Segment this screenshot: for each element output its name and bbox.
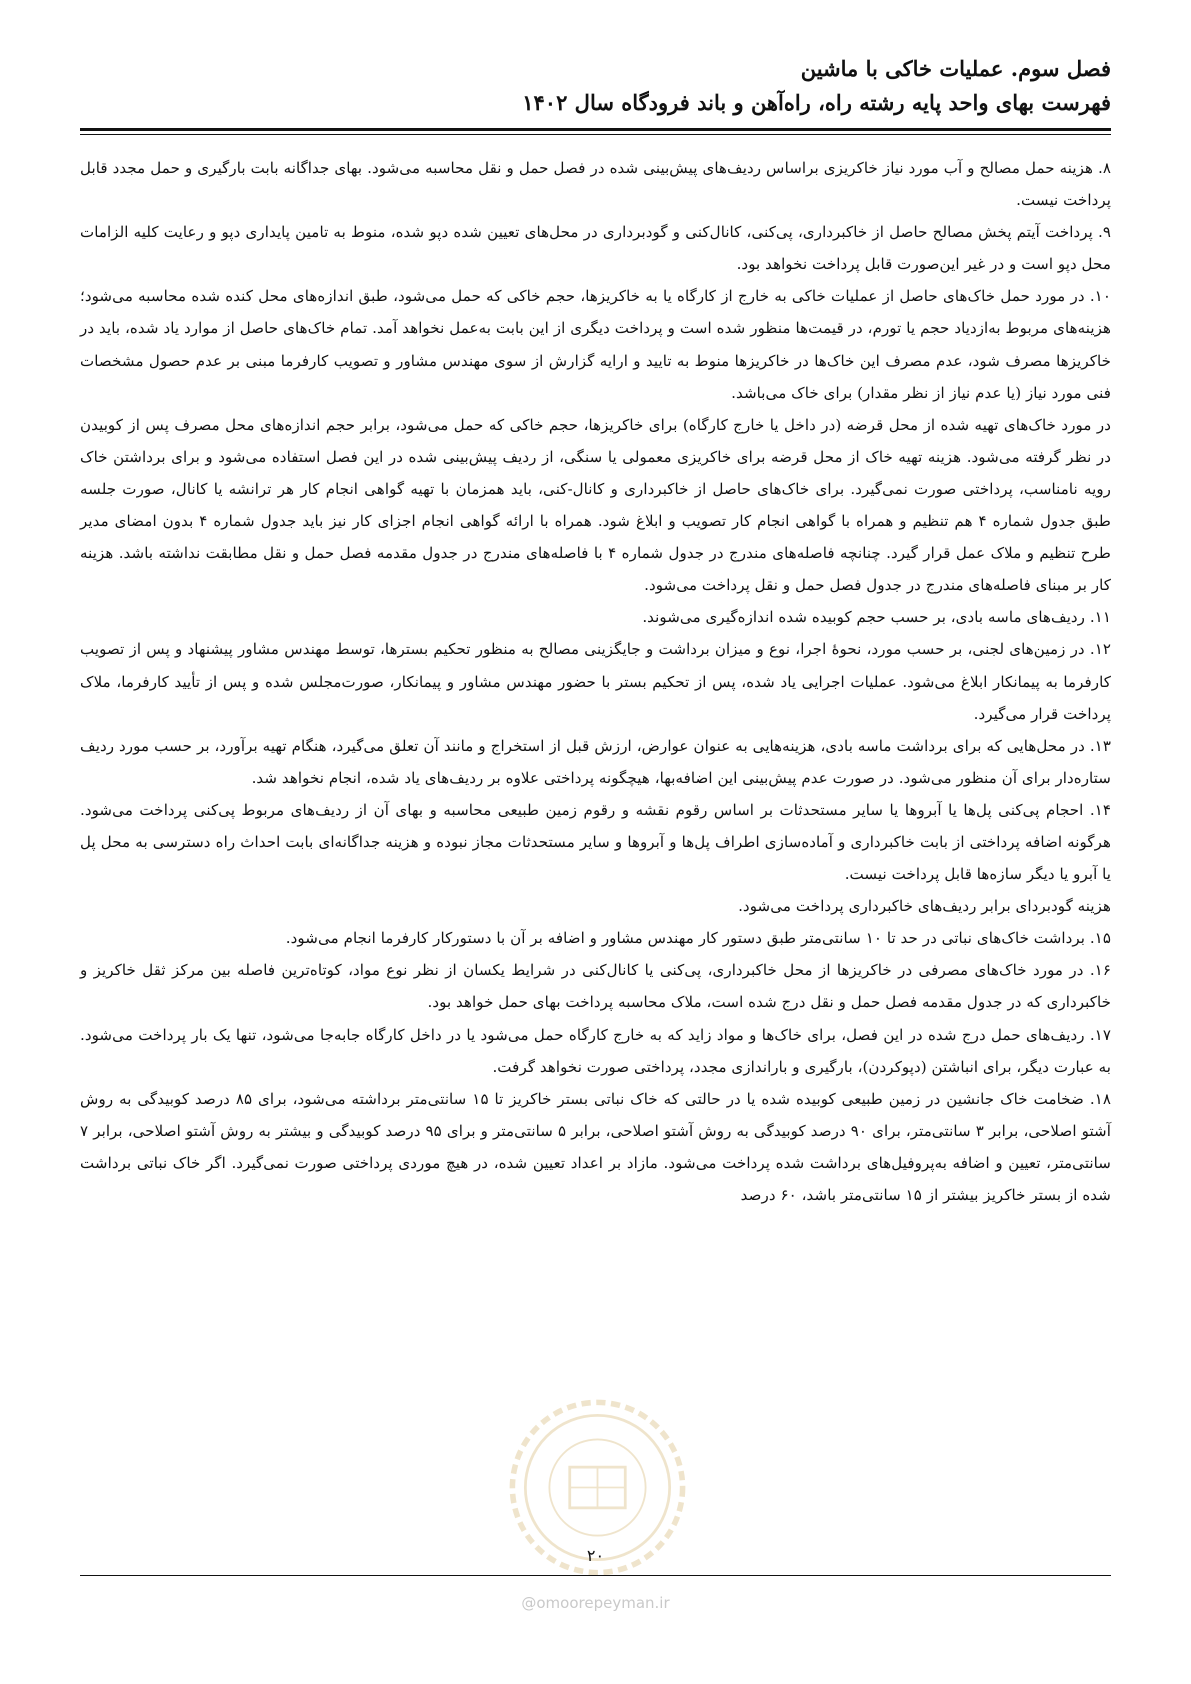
paragraph-14: ۱۴. احجام پی‌کنی پل‌ها یا آبروها یا سایر مستحدثات بر اساس رقوم نقشه و رقوم زمین طبیعی محاسبه و بهای آن از ردیف‌های مربوط پی‌کنی پرداخت می‌شود. هرگونه اضافه پرداختی از بابت خاکبرداری و آماده‌سازی اطراف پل‌ها و آبروها و سایر مستحدثات مجاز نبوده و هزینه جداگانه‌ای بابت احداث راه دسترسی به محل پل یا آبرو یا دیگر سازه‌ها قابل پرداخت نیست.	[80, 800, 1111, 884]
page-header	[80, 52, 1111, 120]
document-title: فهرست بهای واحد پایه رشته راه، راه‌آهن و باند فرودگاه سال ۱۴۰۲	[522, 90, 1111, 115]
paragraph-10-continued: در مورد خاک‌های تهیه شده از محل قرضه (در داخل یا خارج کارگاه) برای خاکریزها، حجم خاکی که حمل می‌شود، برابر حجم اندازه‌های محل مصرف پس از کوبیدن در نظر گرفته می‌شود. هزینه تهیه خاک از محل قرضه برای خاکریزی معمولی یا سنگی، از ردیف پیش‌بینی شده در این فصل استفاده می‌شود و برای برداشتن خاک رویه نامناسب، پرداختی صورت نمی‌گیرد. برای خاک‌های حاصل از خاکبرداری و کانال-کنی، باید همزمان با تهیه گواهی انجام کار هر ترانشه یا کانال، صورت جلسه طبق جدول شماره ۴ هم تنظیم و همراه با گواهی انجام کار تصویب و ابلاغ شود. همراه با ارائه گواهی انجام اجزای کار نیز باید جدول شماره ۴ بدون امضای مدیر طرح تنظیم و ملاک عمل قرار گیرد. چنانچه فاصله‌های مندرج در جدول شماره ۴ با فاصله‌های مندرج در جدول مقدمه فصل حمل و نقل مطابقت نداشته باشد. هزینه کار بر مبنای فاصله‌های مندرج در جدول فصل حمل و نقل پرداخت می‌شود.	[80, 415, 1112, 595]
paragraph-13: ۱۳. در محل‌هایی که برای برداشت ماسه بادی، هزینه‌هایی به عنوان عوارض، ارزش قبل از استخراج و مانند آن تعلق می‌گیرد، هنگام تهیه برآورد، بر حسب مورد ردیف ستاره‌دار برای آن منظور می‌شود. در صورت عدم پیش‌بینی این اضافه‌بها، هیچگونه پرداختی علاوه بر ردیف‌های یاد شده، انجام نخواهد شد.	[80, 736, 1111, 787]
body-text	[80, 152, 1111, 1211]
footer-rule	[80, 1575, 1111, 1576]
paragraph-16: ۱۶. در مورد خاک‌های مصرفی در خاکریزها از محل خاکبرداری، پی‌کنی یا کانال‌کنی در شرایط یکسان از نظر نوع مواد، کوتاه‌ترین فاصله بین مرکز ثقل خاکریز و خاکبرداری که در جدول مقدمه فصل حمل و نقل درج شده است، ملاک محاسبه پرداخت بهای حمل خواهد بود.	[80, 961, 1111, 1012]
paragraph-14-continued: هزینه گودبردای برابر ردیف‌های خاکبرداری پرداخت می‌شود.	[738, 897, 1111, 916]
paragraph-10: ۱۰. در مورد حمل خاک‌های حاصل از عملیات خاکی به خارج از کارگاه یا به خاکریزها، حجم خاکی که حمل می‌شود، طبق اندازه‌های محل کنده شده محاسبه می‌شود؛ هزینه‌های مربوط به‌ازدیاد حجم یا تورم، در قیمت‌ها منظور شده است و پرداخت دیگری از این بابت به‌عمل نخواهد آمد. تمام خاک‌های حاصل از موارد یاد شده، باید در خاکریزها مصرف شود، عدم مصرف این خاک‌ها در خاکریزها منوط به تایید و ارایه گزارش از سوی مهندس مشاور و تصویب کارفرما مبنی بر عدم حصول مشخصات فنی مورد نیاز (یا عدم نیاز از نظر مقدار) برای خاک می‌باشد.	[80, 287, 1111, 402]
paragraph-17: ۱۷. ردیف‌های حمل درج شده در این فصل، برای خاک‌ها و مواد زاید که به خارج کارگاه حمل می‌شود یا در داخل کارگاه جابه‌جا می‌شود، تنها یک بار پرداخت می‌شود. به عبارت دیگر، برای انباشتن (دپوکردن)، بارگیری و باراندازی مجدد، پرداختی صورت نخواهد گرفت.	[80, 1025, 1111, 1076]
header-rule-thick	[80, 128, 1111, 131]
paragraph-18: ۱۸. ضخامت خاک جانشین در زمین طبیعی کوبیده شده یا در حالتی که خاک نباتی بستر خاکریز تا ۱۵ سانتی‌متر برداشته می‌شود، برای ۸۵ درصد کوبیدگی به روش آشتو اصلاحی، برابر ۳ سانتی‌متر، برای ۹۰ درصد کوبیدگی به روش آشتو اصلاحی، برابر ۵ سانتی‌متر و برای ۹۵ درصد کوبیدگی و بیشتر به روش آشتو اصلاحی، برابر ۷ سانتی‌متر، تعیین و اضافه به‌پروفیل‌های برداشت شده پرداخت می‌شود. مازاد بر اعداد تعیین شده، در هیچ موردی پرداختی صورت نمی‌گیرد. اگر خاک نباتی برداشت شده از بستر خاکریز بیشتر از ۱۵ سانتی‌متر باشد، ۶۰ درصد	[80, 1089, 1111, 1204]
watermark-text: @omoorepeyman.ir	[521, 1594, 670, 1612]
chapter-title: فصل سوم. عملیات خاکی با ماشین	[800, 56, 1111, 81]
header-rule-thin	[80, 134, 1111, 135]
paragraph-12: ۱۲. در زمین‌های لجنی، بر حسب مورد، نحوهٔ اجرا، نوع و میزان برداشت و جایگزینی مصالح به منظور تحکیم بسترها، توسط مهندس مشاور پیشنهاد و پس از تصویب کارفرما به پیمانکار ابلاغ می‌شود. عملیات اجرایی یاد شده، پس از تحکیم بستر با حضور مهندس مشاور و پیمانکار، صورت‌مجلس شده و پس از تأیید کارفرما، ملاک پرداخت قرار می‌گیرد.	[80, 640, 1112, 723]
page-number: ۲۰	[586, 1546, 605, 1565]
paragraph-9: ۹. پرداخت آیتم پخش مصالح حاصل از خاکبرداری، پی‌کنی، کانال‌کنی و گودبرداری در محل‌های تعیین شده دپو شده، منوط به تامین پایداری دپو و رعایت کلیه الزامات محل دپو است و در غیر این‌صورت قابل پرداخت نخواهد بود.	[80, 223, 1111, 274]
paragraph-8: ۸. هزینه حمل مصالح و آب مورد نیاز خاکریزی براساس ردیف‌های پیش‌بینی شده در فصل حمل و نقل محاسبه می‌شود. بهای جداگانه بابت بارگیری و حمل مجدد قابل پرداخت نیست.	[80, 159, 1111, 210]
paragraph-11: ۱۱. ردیف‌های ماسه بادی، بر حسب حجم کوبیده شده اندازه‌گیری می‌شوند.	[642, 608, 1111, 627]
paragraph-15: ۱۵. برداشت خاک‌های نباتی در حد تا ۱۰ سانتی‌متر طبق دستور کار مهندس مشاور و اضافه بر آن با دستورکار کارفرما انجام می‌شود.	[285, 929, 1111, 948]
